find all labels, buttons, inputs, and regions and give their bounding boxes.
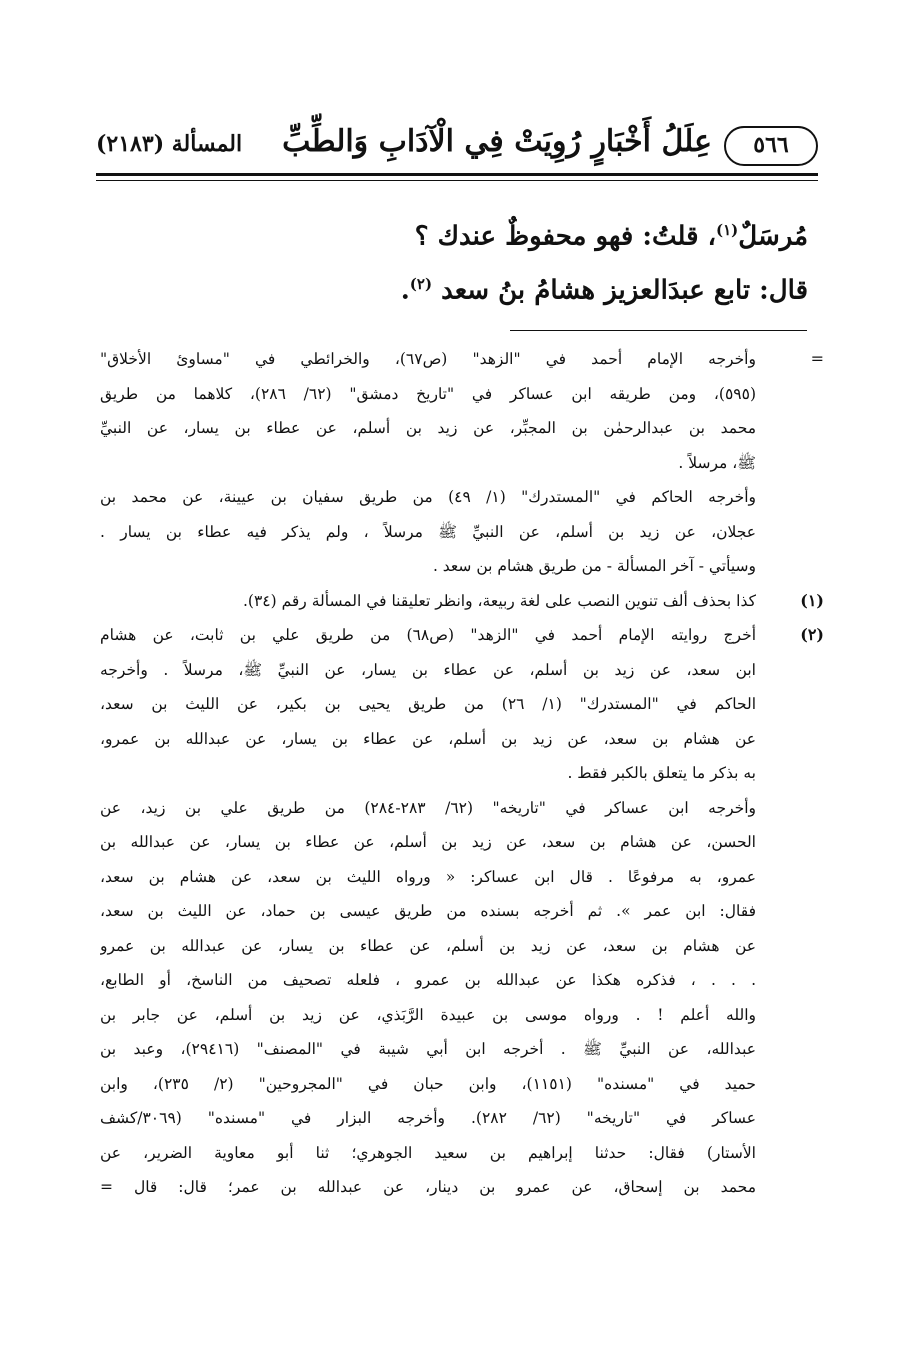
footnote-2-line: الأستار) فقال: حدثنا إبراهيم بن سعيد الجوهري؛ ثنا أبو معاوية الضرير، عن [100,1143,756,1162]
issue-label: المسألة (٢١٨٣) [96,131,243,157]
footnote-2-line: فقال: ابن عمر ». ثم أخرجه بسنده من طريق عيسى بن حماد، عن الليث بن سعد، [100,902,756,920]
footnote-2-line: ابن سعد، عن زيد بن أسلم، عن عطاء بن يسار، عن النبيِّ ﷺ، مرسلاً . وأخرجه [100,660,756,679]
footnote-2-line: به بذكر ما يتعلق بالكبر فقط . [567,764,756,782]
footnote-2-marker: (٢) [800,625,824,644]
footnote-2-line: الحاكم في "المستدرك" (١/ ٢٦) من طريق يحيى بن بكير، عن الليث بن سعد، [100,695,756,713]
footnote-line: عجلان، عن زيد بن أسلم، عن النبيِّ ﷺ مرسلاً ، ولم يذكر فيه عطاء بن يسار . [100,522,756,541]
footnote-2-line: وأخرجه ابن عساكر في "تاريخه" (٦٢/ ٢٨٣-٢٨٤) من طريق علي بن زيد، عن [100,798,756,817]
footnote-2-line: محمد بن إسحاق، عن عمرو بن دينار، عن عبدالله بن عمر؛ قال: قال = [100,1178,756,1196]
footnote-line: وسيأتي - آخر المسألة - من طريق هشام بن سعد . [432,557,756,575]
continuation-marker: = [810,349,824,368]
main-text-line: مُرسَلٌ$^{(١)}$، قلتُ: فهو محفوظٌ عندك ؟ [414,221,808,252]
footnote-line: (٥٩٥)، ومن طريقه ابن عساكر في "تاريخ دمشق" (٦٢/ ٢٨٦)، كلاهما من طريق [100,384,756,403]
footnote-line: وأخرجه الإمام أحمد في "الزهد" (ص٦٧)، والخرائطي في "مساوئ الأخلاق" [100,350,756,368]
footnote-2-line: عساكر في "تاريخه" (٦٢/ ٢٨٢). وأخرجه البزار في "مسنده" (٣٠٦٩/كشف [100,1109,756,1127]
header-rule-thin [96,180,818,181]
footnote-2-line: الحسن، عن هشام بن سعد، عن زيد بن أسلم، عن عطاء بن يسار، عن عبدالله بن [100,833,756,851]
footnote-separator [510,330,807,331]
footnote-1-marker: (١) [800,590,824,610]
footnote-2-line: عن هشام بن سعد، عن زيد بن أسلم، عن عطاء بن يسار، عن عبدالله بن عمرو [100,936,756,955]
footnote-line: وأخرجه الحاكم في "المستدرك" (١/ ٤٩) من طريق سفيان بن عيينة، عن محمد بن [100,488,756,506]
book-title: عِلَلُ أَخْبَارٍ رُوِيَتْ فِي الْآدَابِ وَالطِّبِّ [282,124,712,159]
footnote-1-line: كذا بحذف ألف تنوين النصب على لغة ربيعة، وانظر تعليقنا في المسألة رقم (٣٤). [242,591,756,610]
footnote-2-line: عمرو، به مرفوعًا . قال ابن عساكر: « ورواه الليث بن سعد، عن هشام بن سعد، [100,867,756,886]
main-text-line: قال: تابع عبدَالعزيز هشامُ بنُ سعد $^{(٢)}$. [400,275,808,306]
footnote-2-line: والله أعلم ! . ورواه موسى بن عبيدة الرَّبَذي، عن زيد بن أسلم، عن جابر بن [100,1005,756,1024]
footnote-2-line: أخرج روايته الإمام أحمد في "الزهد" (ص٦٨) من طريق علي بن ثابت، عن هشام [100,626,756,644]
footnote-2-line: عن هشام بن سعد، عن زيد بن أسلم، عن عطاء بن يسار، عن عبدالله بن عمرو، [100,729,756,748]
footnote-line: محمد بن عبدالرحمٰن بن المجبِّر، عن زيد بن أسلم، عن عطاء بن يسار، عن النبيِّ [100,419,756,437]
footnote-2-line: . . . ، فذكره هكذا عن عبدالله بن عمرو ، فلعله تصحيف من الناسخ، أو الطابع، [100,971,756,989]
footnote-2-line: حميد في "مسنده" (١١٥١)، وابن حبان في "المجروحين" (٢/ ٢٣٥)، وابن [100,1074,756,1093]
page-number: ٥٦٦ [724,126,818,166]
footnote-2-line: عبدالله، عن النبيِّ ﷺ . أخرجه ابن أبي شيبة في "المصنف" (٢٩٤١٦)، وعبد بن [100,1040,756,1058]
header-rule-thick [96,173,818,176]
page-header [96,118,818,174]
footnote-line: ﷺ، مرسلاً . [678,453,756,472]
